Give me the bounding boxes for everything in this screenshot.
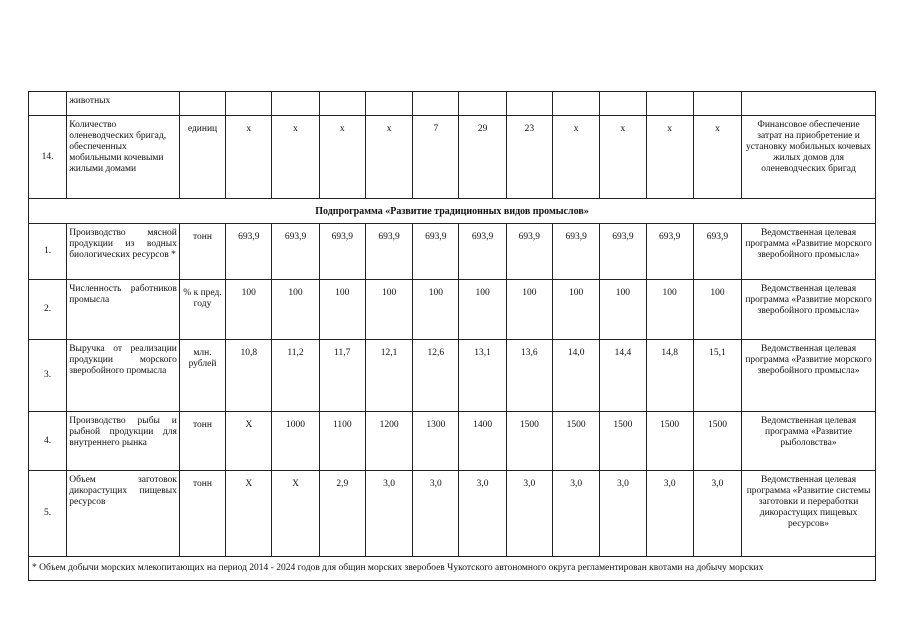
cell-value: 100	[272, 280, 319, 340]
footnote-row	[29, 557, 876, 581]
cell-value: х	[693, 116, 741, 199]
cell-value: 693,9	[553, 224, 600, 280]
table-row	[29, 280, 876, 340]
indicator-table	[28, 91, 876, 581]
cell-unit: % к пред. году	[179, 280, 225, 340]
cell-indicator-name: Численность работников промысла	[67, 280, 180, 340]
cell-note: Ведомственная целевая программа «Развитие морского зверобойного промысла»	[742, 280, 876, 340]
cell-note: Ведомственная целевая программа «Развитие морского зверобойного промысла»	[742, 340, 876, 412]
cell-value: 10,8	[226, 340, 272, 412]
cell-value: 1200	[365, 412, 412, 471]
cell-value: 13,1	[459, 340, 506, 412]
cell-value: 693,9	[646, 224, 693, 280]
cell-value: 3,0	[459, 471, 506, 557]
cell-unit: млн. рублей	[179, 340, 225, 412]
cell-indicator-name: животных	[67, 92, 180, 116]
table-row	[29, 116, 876, 199]
cell-indicator-name: Производство рыбы и рыбной продукции для внутреннего рынка	[67, 412, 180, 471]
subprogram-title: Подпрограмма «Развитие традиционных видов промыслов»	[29, 199, 876, 224]
cell-value: 1500	[506, 412, 552, 471]
cell-indicator-name: Объем заготовок дикорастущих пищевых ресурсов	[67, 471, 180, 557]
cell-value: 100	[226, 280, 272, 340]
cell-value	[553, 92, 600, 116]
cell-unit: единиц	[179, 116, 225, 199]
cell-num: 1.	[29, 224, 67, 280]
cell-value: х	[319, 116, 365, 199]
cell-num: 2.	[29, 280, 67, 340]
cell-value: 100	[506, 280, 552, 340]
cell-value: 693,9	[459, 224, 506, 280]
cell-value	[506, 92, 552, 116]
cell-value: 1100	[319, 412, 365, 471]
cell-value: 2,9	[319, 471, 365, 557]
cell-value: х	[226, 116, 272, 199]
cell-value: 100	[319, 280, 365, 340]
cell-value: 693,9	[272, 224, 319, 280]
cell-num: 14.	[29, 116, 67, 199]
footnote: * Объем добычи морских млекопитающих на период 2014 - 2024 годов для общин морских зверобоев Чукотского автономного округа регламентирован квотами на добычу морских	[29, 557, 876, 581]
cell-value: 1500	[693, 412, 741, 471]
cell-value: 1500	[553, 412, 600, 471]
cell-value: 693,9	[693, 224, 741, 280]
cell-indicator-name: Выручка от реализации продукции морского зверобойного промысла	[67, 340, 180, 412]
cell-value	[272, 92, 319, 116]
cell-value: 3,0	[693, 471, 741, 557]
cell-value: 3,0	[646, 471, 693, 557]
cell-indicator-name: Производство мясной продукции из водных биологических ресурсов *	[67, 224, 180, 280]
cell-value	[319, 92, 365, 116]
cell-value	[226, 92, 272, 116]
cell-num: 4.	[29, 412, 67, 471]
cell-value: 3,0	[600, 471, 646, 557]
cell-value: х	[600, 116, 646, 199]
cell-value: 100	[459, 280, 506, 340]
cell-value: 11,2	[272, 340, 319, 412]
cell-value: х	[646, 116, 693, 199]
cell-value: 100	[646, 280, 693, 340]
cell-value: 13,6	[506, 340, 552, 412]
cell-value: 100	[413, 280, 459, 340]
cell-value: 693,9	[413, 224, 459, 280]
cell-value: х	[365, 116, 412, 199]
cell-value: 100	[365, 280, 412, 340]
cell-num	[29, 92, 67, 116]
cell-note: Ведомственная целевая программа «Развитие системы заготовки и переработки дикорастущих пищевых ресурсов»	[742, 471, 876, 557]
cell-value	[459, 92, 506, 116]
cell-value: 693,9	[319, 224, 365, 280]
subprogram-row	[29, 199, 876, 224]
cell-value: 1000	[272, 412, 319, 471]
cell-unit: тонн	[179, 412, 225, 471]
cell-value: 29	[459, 116, 506, 199]
table-row	[29, 412, 876, 471]
cell-value: 693,9	[365, 224, 412, 280]
cell-value	[600, 92, 646, 116]
cell-value	[693, 92, 741, 116]
cell-value: 3,0	[365, 471, 412, 557]
cell-value: 11,7	[319, 340, 365, 412]
cell-value: Х	[226, 412, 272, 471]
cell-value: 23	[506, 116, 552, 199]
cell-value: 1500	[646, 412, 693, 471]
cell-value: 100	[553, 280, 600, 340]
cell-value: х	[272, 116, 319, 199]
cell-value: 3,0	[506, 471, 552, 557]
cell-value: 15,1	[693, 340, 741, 412]
cell-indicator-name: Количество оленеводческих бригад, обеспеченных мобильными кочевыми жилыми домами	[67, 116, 180, 199]
cell-note	[742, 92, 876, 116]
table-row	[29, 340, 876, 412]
cell-note: Ведомственная целевая программа «Развитие рыболовства»	[742, 412, 876, 471]
cell-value: 1400	[459, 412, 506, 471]
table-row	[29, 471, 876, 557]
cell-num: 3.	[29, 340, 67, 412]
cell-value: 3,0	[553, 471, 600, 557]
cell-value: 7	[413, 116, 459, 199]
cell-unit: тонн	[179, 224, 225, 280]
cell-value: 1300	[413, 412, 459, 471]
cell-unit	[179, 92, 225, 116]
cell-value	[413, 92, 459, 116]
cell-value: Х	[226, 471, 272, 557]
cell-value: 14,4	[600, 340, 646, 412]
cell-note: Ведомственная целевая программа «Развитие морского зверобойного промысла»	[742, 224, 876, 280]
cell-value: 693,9	[506, 224, 552, 280]
cell-value: 12,1	[365, 340, 412, 412]
cell-value: х	[553, 116, 600, 199]
cell-value: Х	[272, 471, 319, 557]
table-row	[29, 224, 876, 280]
cell-value: 693,9	[226, 224, 272, 280]
cell-value	[646, 92, 693, 116]
cell-value: 14,0	[553, 340, 600, 412]
cell-num: 5.	[29, 471, 67, 557]
cell-unit: тонн	[179, 471, 225, 557]
cell-value: 693,9	[600, 224, 646, 280]
cell-value: 14,8	[646, 340, 693, 412]
table-body	[29, 92, 876, 581]
cell-value: 100	[693, 280, 741, 340]
table-row-continued	[29, 92, 876, 116]
cell-value: 3,0	[413, 471, 459, 557]
cell-value: 100	[600, 280, 646, 340]
cell-note: Финансовое обеспечение затрат на приобретение и установку мобильных кочевых жилых домов для оленеводческих бригад	[742, 116, 876, 199]
cell-value: 1500	[600, 412, 646, 471]
cell-value: 12,6	[413, 340, 459, 412]
cell-value	[365, 92, 412, 116]
